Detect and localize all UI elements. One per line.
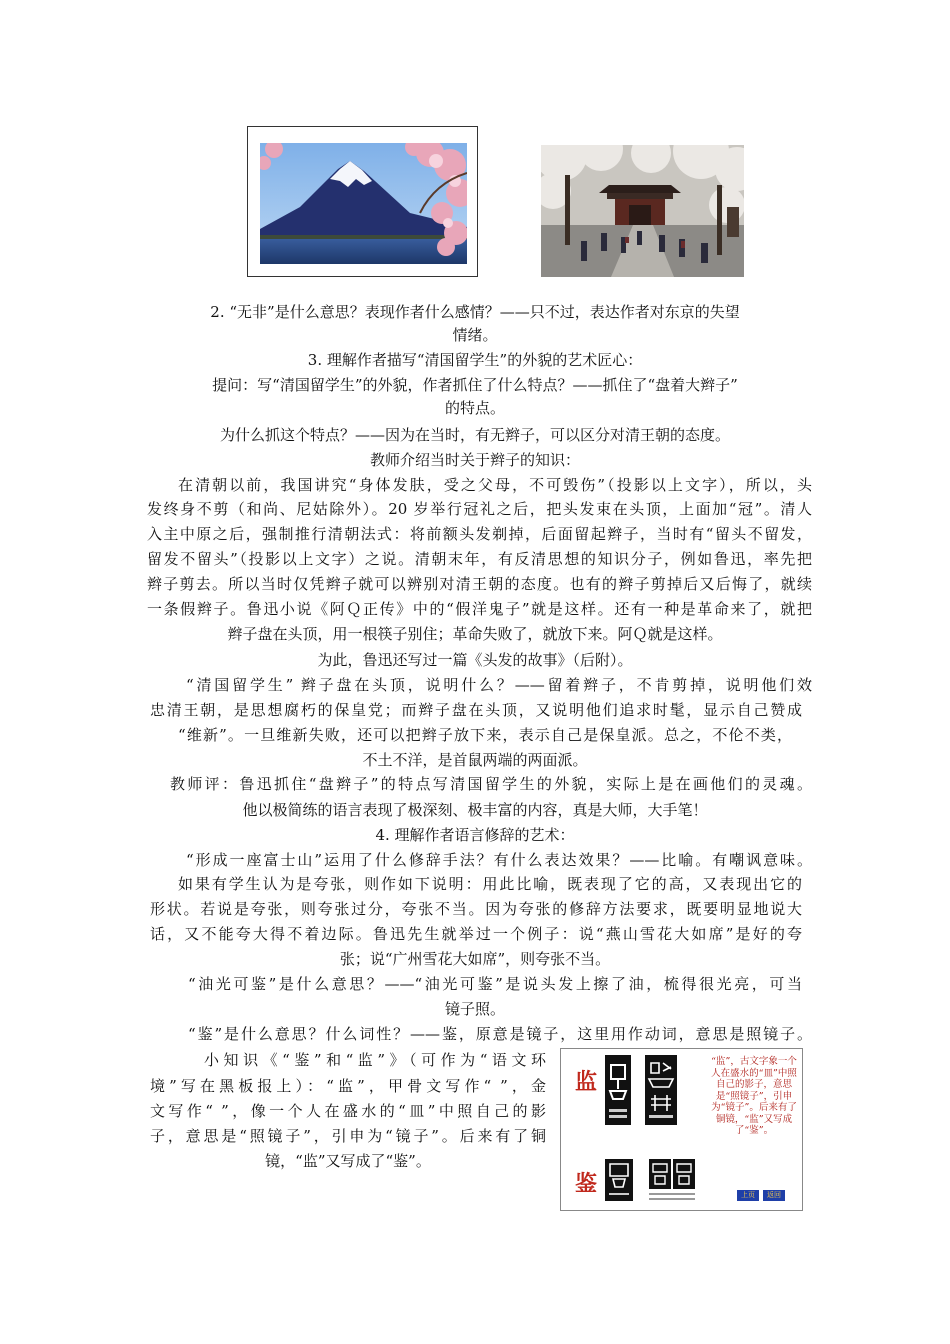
paragraph-line: 不土不洋，是首鼠两端的两面派。 xyxy=(362,751,588,769)
knowledge-line: 文写作“ ”，像一个人在盛水的“皿”中照自己的影 xyxy=(150,1102,546,1120)
knowledge-line: 镜，“监”又写成了“鉴”。 xyxy=(265,1152,431,1170)
prev-page-button[interactable]: 上页 xyxy=(737,1190,759,1201)
teacher-comment-line: 他以极简练的语言表现了极深刻、极丰富的内容，真是大师，大手笔！ xyxy=(242,801,708,819)
temple-cherry-blossom-photo xyxy=(541,145,744,277)
char-jian-top: 监 xyxy=(575,1069,598,1095)
paragraph-line: 话，又不能夸大得不着边际。鲁迅先生就举过一个例子：说“燕山雪花大如席”是好的夸 xyxy=(150,925,802,943)
paragraph-line: 为此，鲁迅还写过一篇《头发的故事》（后附）。 xyxy=(317,651,633,669)
bronze-glyphs xyxy=(605,1157,709,1205)
question-2-cont: 情绪。 xyxy=(452,326,498,344)
char-jian-bottom: 鉴 xyxy=(575,1171,598,1197)
paragraph-line: 张；说“广州雪花大如席”，则夸张不当。 xyxy=(339,950,611,968)
paragraph-line: 留发不留头”（投影以上文字）之说。清朝末年，有反清思想的知识分子，例如鲁迅，率先把 xyxy=(147,550,812,568)
teacher-intro-line: 教师介绍当时关于辫子的知识： xyxy=(369,451,580,469)
question-2-line: 2. “无非”是什么意思？表现作者什么感情？——只不过，表达作者对东京的失望 xyxy=(210,303,740,321)
paragraph-line: “鉴”是什么意思？什么词性？——鉴，原意是镜子，这里用作动词，意思是照镜子。 xyxy=(188,1025,812,1043)
paragraph-line: 入主中原之后，强制推行清朝法式：将前额头发剃掉，后面留起辫子，当时有“留头不留发， xyxy=(147,525,812,543)
paragraph-line: “清国留学生” 辫子盘在头顶，说明什么？——留着辫子，不肯剪掉，说明他们效 xyxy=(186,676,812,694)
paragraph-line: “维新”。一旦维新失败，还可以把辫子放下来，表示自己是保皇派。总之，不伦不类， xyxy=(178,726,792,744)
paragraph-line: 形状。若说是夸张，则夸张过分，夸张不当。因为夸张的修辞方法要求，既要明显地说大 xyxy=(150,900,802,918)
knowledge-line: 境”写在黑板报上）：“监”，甲骨文写作“ ”，金 xyxy=(150,1077,546,1095)
paragraph-line: 如果有学生认为是夸张，则作如下说明：用此比喻，既表现了它的高，又表现出它的 xyxy=(178,875,802,893)
mount-fuji-photo xyxy=(247,126,478,277)
teacher-comment-line: 教师评：鲁迅抓住“盘辫子”的特点写清国留学生的外貌，实际上是在画他们的灵魂。 xyxy=(170,775,812,793)
paragraph-line: 一条假辫子。鲁迅小说《阿Ｑ正传》中的“假洋鬼子”就是这样。还有一种是革命来了，就把 xyxy=(147,600,812,618)
paragraph-line: 辫子剪去。所以当时仅凭辫子就可以辨别对清王朝的态度。也有的辫子剪掉后又后悔了，就续 xyxy=(147,575,812,593)
paragraph-line: 辫子盘在头顶，用一根筷子别住；革命失败了，就放下来。阿Ｑ就是这样。 xyxy=(227,625,723,643)
paragraph-line: “形成一座富士山”运用了什么修辞手法？有什么表达效果？——比喻。有嘲讽意味。 xyxy=(186,851,812,869)
paragraph-line: “油光可鉴”是什么意思？——“油光可鉴”是说头发上擦了油，梳得很光亮，可当 xyxy=(188,975,802,993)
why-line: 为什么抓这个特点？——因为在当时，有无辫子，可以区分对清王朝的态度。 xyxy=(219,426,730,444)
paragraph-line: 发终身不剪（和尚、尼姑除外）。20 岁举行冠礼之后，把头发束在头顶，上面加“冠”。清人 xyxy=(147,500,812,518)
section-4-heading: 4. 理解作者语言修辞的艺术： xyxy=(375,826,575,844)
paragraph-line: 镜子照。 xyxy=(444,1000,505,1018)
paragraph-line: 忠清王朝，是思想腐朽的保皇党；而辫子盘在头顶，又说明他们追求时髦，显示自己赞成 xyxy=(150,701,802,719)
knowledge-line: 小知识《“鉴”和“监”》（可作为“语文环 xyxy=(204,1051,546,1069)
question-line-cont: 的特点。 xyxy=(444,399,505,417)
knowledge-line: 子，意思是“照镜子”，引申为“镜子”。后来有了铜 xyxy=(150,1127,546,1145)
jian-character-slide xyxy=(560,1048,803,1211)
figure-explanation: “监”，古文字象一个人在盛水的“皿”中照自己的影子，意思是“照镜子”，引申为“镜子”。后来有了铜镜，“监”又写成了“鉴”。 xyxy=(711,1056,797,1136)
section-3-heading: 3. 理解作者描写“清国留学生”的外貌的艺术匠心： xyxy=(307,351,643,369)
question-line: 提问：写“清国留学生”的外貌，作者抓住了什么特点？——抓住了“盘着大辫子” xyxy=(212,376,738,394)
return-button[interactable]: 返回 xyxy=(763,1190,785,1201)
oracle-bone-glyphs xyxy=(605,1055,705,1129)
paragraph-line: 在清朝以前，我国讲究“身体发肤，受之父母，不可毁伤”（投影以上文字），所以，头 xyxy=(178,476,812,494)
